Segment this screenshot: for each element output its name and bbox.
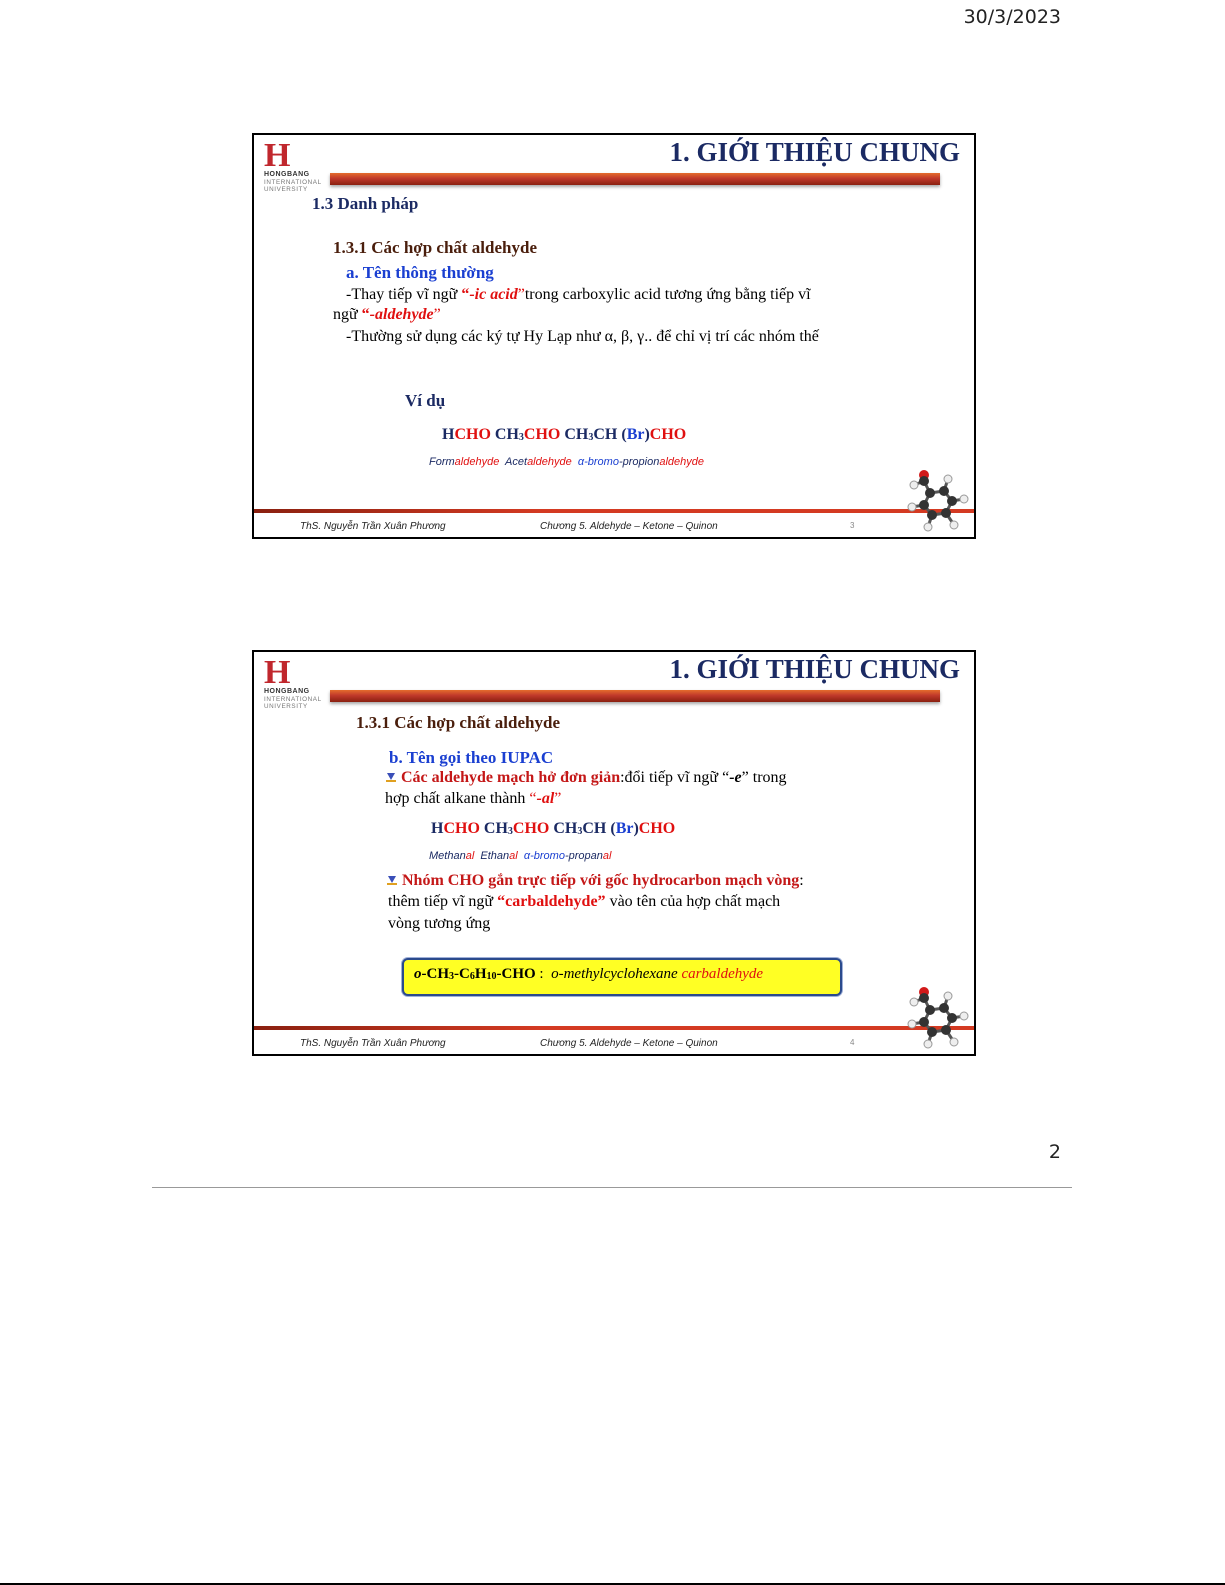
slide-title: 1. GIỚI THIỆU CHUNG	[669, 137, 960, 167]
bullet-2-term: Nhóm CHO gắn trực tiếp với gốc hydrocarbon mạch vòng	[402, 872, 800, 889]
bullet-1-text: :đổi tiếp vĩ ngữ “	[620, 769, 730, 786]
name-part: Ethan	[480, 850, 510, 862]
university-logo	[264, 654, 330, 718]
name-prefix: α-bromo	[523, 850, 565, 862]
slide-4	[252, 650, 976, 1056]
bullet-2-line-3: vòng tương ứng	[388, 915, 491, 932]
formula-cho: CHO	[454, 426, 491, 443]
name-suffix: al	[509, 850, 518, 862]
page-date: 30/3/2023	[963, 6, 1061, 28]
subsection-heading: 1.3.1 Các hợp chất aldehyde	[333, 238, 537, 257]
rule-1-term: -ic acid	[469, 286, 518, 303]
quote-close: ”	[433, 306, 441, 323]
formula-sub: 3	[588, 432, 594, 443]
bullet-1-text-2: ” trong	[741, 769, 787, 786]
rule-1-line-2-term: -aldehyde	[369, 306, 434, 323]
name-part: Acet	[505, 456, 528, 468]
compound-names	[429, 850, 611, 862]
box-formula: -CHO	[496, 966, 536, 982]
bullet-1-line-1	[385, 769, 787, 787]
rule-1-text: -Thay tiếp vĩ ngữ	[346, 286, 462, 303]
heading-iupac: b. Tên gọi theo IUPAC	[389, 748, 554, 767]
example-label: Ví dụ	[405, 391, 446, 410]
name-part: -propan	[564, 850, 603, 862]
formula-ch: CH	[553, 820, 578, 837]
title-bar	[330, 173, 940, 185]
box-separator: :	[535, 966, 552, 982]
subsection-heading: 1.3.1 Các hợp chất aldehyde	[356, 713, 560, 732]
rule-2: -Thường sử dụng các ký tự Hy Lạp như α, β, γ.. để chỉ vị trí các nhóm thế	[346, 328, 819, 345]
bottom-rule	[152, 1187, 1072, 1188]
compound-names	[429, 456, 704, 468]
bullet-1-line-2-text: hợp chất alkane thành	[385, 790, 530, 807]
heading-common-names: a. Tên thông thường	[346, 263, 494, 282]
formula-h: H	[431, 820, 444, 837]
footer-chapter: Chương 5. Aldehyde – Ketone – Quinon	[540, 1038, 718, 1049]
name-suffix: aldehyde	[659, 456, 704, 468]
formula-row	[431, 820, 675, 838]
formula-ch-mid: CH (	[582, 820, 616, 837]
name-part: Methan	[429, 850, 466, 862]
logo-sub-2: UNIVERSITY	[264, 703, 308, 710]
slide-page-number: 3	[850, 521, 855, 530]
bullet-1-line-2-term: -al	[536, 790, 555, 807]
quote-open: “	[461, 286, 470, 303]
quote-close: ”	[517, 286, 525, 303]
bullet-1-line-2	[385, 790, 561, 808]
formula-cho: CHO	[523, 426, 561, 443]
formula-ch: CH	[494, 426, 519, 443]
bullet-2-line-1	[386, 872, 804, 890]
rule-1-line-2	[333, 306, 441, 324]
slide-page-number: 4	[850, 1038, 855, 1047]
ortho-prefix: o	[414, 966, 422, 982]
name-suffix: aldehyde	[454, 456, 500, 468]
name-prefix: α-bromo	[577, 456, 619, 468]
formula-sub: 3	[518, 432, 524, 443]
bullet-1-term: Các aldehyde mạch hở đơn giản	[401, 769, 621, 786]
footer-author: ThS. Nguyễn Trần Xuân Phương	[300, 521, 446, 532]
box-formula-sub: 10	[486, 971, 497, 982]
formula-h: H	[442, 426, 455, 443]
formula-sub: 3	[507, 826, 513, 837]
footer-line	[254, 1026, 974, 1030]
bullet-2-line-2	[388, 893, 780, 911]
formula-ch-mid: CH (	[593, 426, 627, 443]
page-number: 2	[1048, 1141, 1061, 1163]
example-box	[402, 958, 842, 996]
box-formula: -C	[454, 966, 470, 982]
title-bar	[330, 690, 940, 702]
quote-open: “	[529, 790, 537, 807]
section-heading: 1.3 Danh pháp	[312, 194, 419, 213]
logo-sub-2: UNIVERSITY	[264, 186, 308, 193]
logo-sub-1: INTERNATIONAL	[264, 179, 322, 186]
box-name: o-methylcyclohexane	[551, 966, 682, 982]
footer-chapter: Chương 5. Aldehyde – Ketone – Quinon	[540, 521, 718, 532]
box-formula: H	[474, 966, 487, 982]
name-part: Form	[429, 456, 455, 468]
box-formula-sub: 3	[449, 971, 454, 982]
example-box-text	[414, 966, 763, 983]
rule-1-text-2: trong carboxylic acid tương ứng bằng tiếp vĩ	[524, 286, 811, 303]
formula-cho: CHO	[443, 820, 480, 837]
footer-author: ThS. Nguyễn Trần Xuân Phương	[300, 1038, 446, 1049]
university-logo	[264, 137, 330, 201]
formula-row	[442, 426, 686, 444]
box-formula-sub: 6	[469, 971, 475, 982]
bullet-arrow-icon	[385, 771, 397, 783]
formula-ch: CH	[564, 426, 589, 443]
quote-open: “	[361, 306, 370, 323]
formula-br: Br	[615, 820, 634, 837]
formula-br: Br	[626, 426, 645, 443]
benzaldehyde-molecule-icon	[900, 984, 970, 1050]
bullet-2-line-2-text-2: vào tên của hợp chất mạch	[605, 893, 781, 910]
formula-paren: )	[644, 426, 650, 443]
slide-3	[252, 133, 976, 539]
footer-line	[254, 509, 974, 513]
name-suffix: aldehyde	[527, 456, 572, 468]
name-suffix: al	[602, 850, 612, 862]
formula-cho: CHO	[512, 820, 550, 837]
formula-paren: )	[633, 820, 639, 837]
logo-letter: H	[264, 137, 291, 174]
bullet-arrow-icon	[386, 874, 398, 886]
logo-name: HONGBANG	[264, 171, 310, 178]
bullet-2-colon: :	[799, 872, 804, 889]
bullet-1-suffix: -e	[729, 769, 742, 786]
bullet-2-line-2-text: thêm tiếp vĩ ngữ	[388, 893, 498, 910]
logo-sub-1: INTERNATIONAL	[264, 696, 322, 703]
box-formula: -CH	[421, 966, 449, 982]
logo-letter: H	[264, 654, 291, 691]
formula-cho: CHO	[638, 820, 676, 837]
benzaldehyde-molecule-icon	[900, 467, 970, 533]
box-name-suffix: carbaldehyde	[681, 966, 764, 982]
logo-name: HONGBANG	[264, 688, 310, 695]
name-suffix: al	[465, 850, 475, 862]
name-part: -propion	[618, 456, 660, 468]
formula-cho: CHO	[649, 426, 687, 443]
quote-close: ”	[554, 790, 562, 807]
formula-sub: 3	[577, 826, 583, 837]
slide-title: 1. GIỚI THIỆU CHUNG	[669, 654, 960, 684]
rule-1-line-1	[346, 286, 811, 304]
rule-1-line-2-text: ngữ	[333, 306, 362, 323]
bullet-2-suffix: “carbaldehyde”	[497, 893, 606, 910]
formula-ch: CH	[483, 820, 508, 837]
